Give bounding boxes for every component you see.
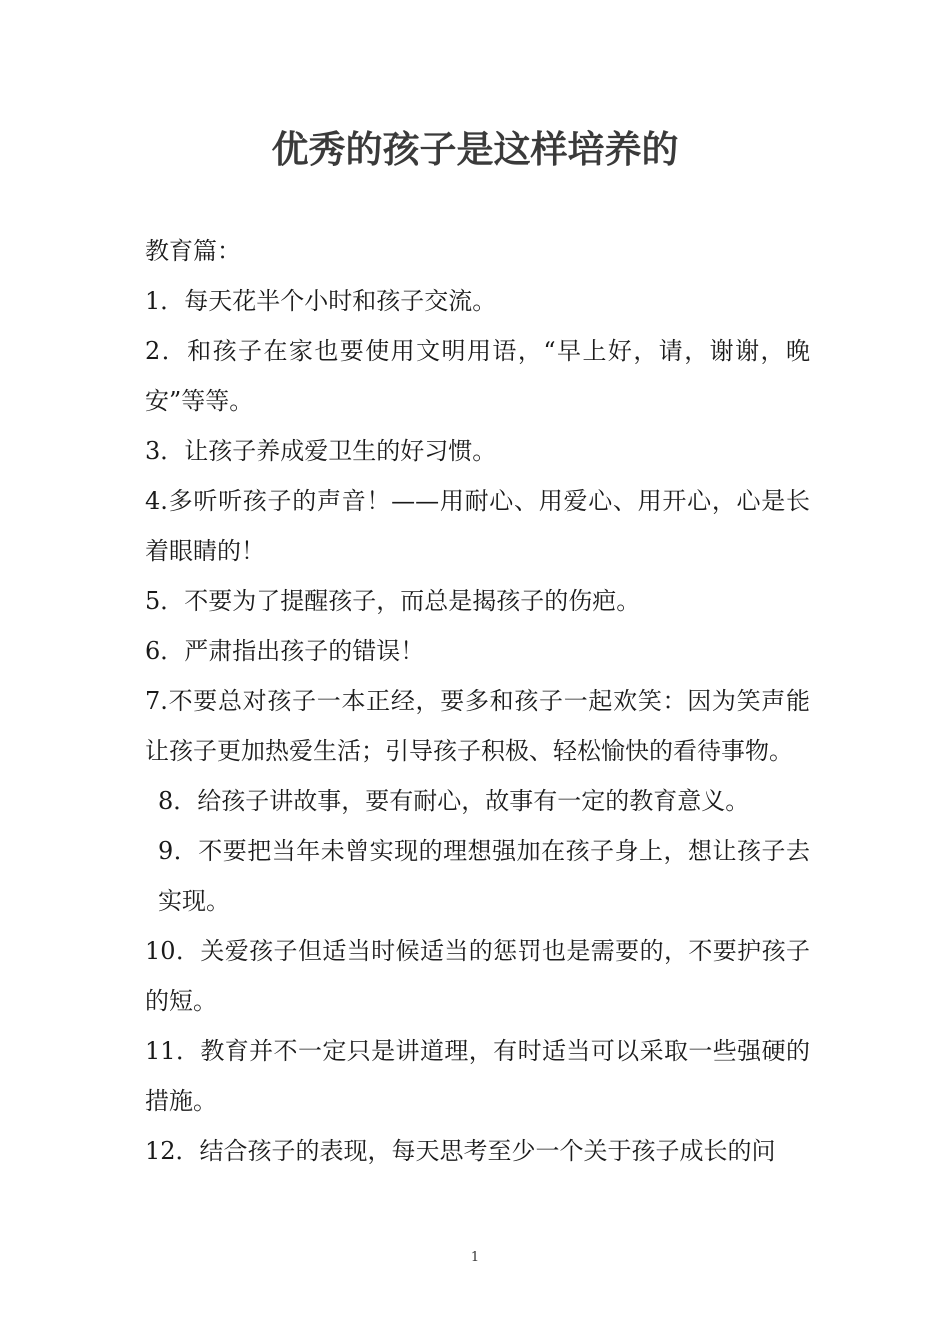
list-item: 2．和孩子在家也要使用文明用语，“早上好，请，谢谢，晚安”等等。 — [145, 337, 810, 415]
list-item: 3．让孩子养成爱卫生的好习惯。 — [145, 437, 497, 465]
document-title: 优秀的孩子是这样培养的 — [271, 128, 679, 171]
list-item: 10．关爱孩子但适当时候适当的惩罚也是需要的，不要护孩子的短。 — [145, 937, 810, 1015]
list-item: 9．不要把当年未曾实现的理想强加在孩子身上，想让孩子去实现。 — [158, 837, 810, 915]
section-heading: 教育篇： — [145, 237, 241, 265]
list-item: 7.不要总对孩子一本正经，要多和孩子一起欢笑：因为笑声能让孩子更加热爱生活；引导孩子积极、轻松愉快的看待事物。 — [145, 687, 810, 765]
list-item: 4.多听听孩子的声音！——用耐心、用爱心、用开心，心是长着眼睛的！ — [145, 487, 810, 565]
document-body — [145, 226, 810, 1176]
list-item: 5．不要为了提醒孩子，而总是揭孩子的伤疤。 — [145, 587, 641, 615]
list-item: 8．给孩子讲故事，要有耐心，故事有一定的教育意义。 — [158, 787, 750, 815]
list-item: 12．结合孩子的表现，每天思考至少一个关于孩子成长的问 — [145, 1137, 776, 1165]
list-item: 11．教育并不一定只是讲道理，有时适当可以采取一些强硬的措施。 — [145, 1037, 810, 1115]
list-item: 6．严肃指出孩子的错误！ — [145, 637, 425, 665]
page-number: 1 — [470, 1250, 480, 1265]
list-item: 1．每天花半个小时和孩子交流。 — [145, 287, 497, 315]
